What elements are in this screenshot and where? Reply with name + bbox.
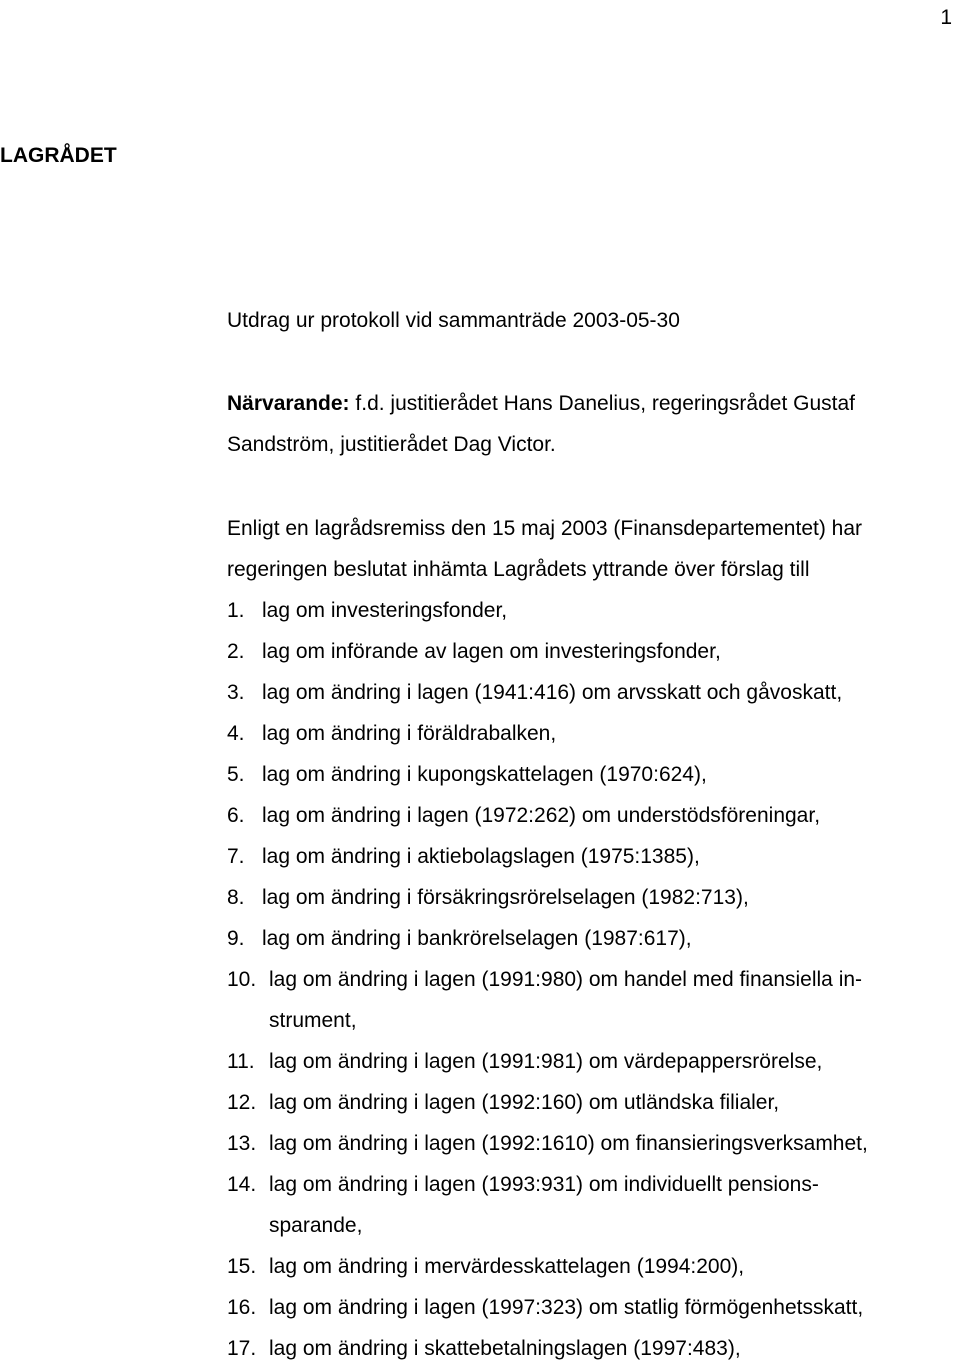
list-item-text [269, 1287, 960, 1328]
list-item-line: lag om ändring i lagen (1991:981) om värdepappersrörelse, [269, 1050, 823, 1073]
list-item-number: 5. [227, 763, 245, 786]
intro-paragraph [227, 508, 947, 590]
list-item [227, 959, 960, 1041]
list-item-line: lag om ändring i lagen (1972:262) om understödsföreningar, [262, 804, 821, 827]
list-item-line: lag om ändring i försäkringsrörelselagen (1982:713), [262, 886, 749, 909]
list-item-text [262, 631, 960, 672]
list-item-line: lag om införande av lagen om investeringsfonder, [262, 640, 721, 663]
intro-line-2: regeringen beslutat inhämta Lagrådets yttrande över förslag till [227, 558, 810, 581]
list-item [227, 1328, 960, 1365]
list-item [227, 1287, 960, 1328]
list-item-number: 14. [227, 1173, 257, 1196]
list-item [227, 713, 960, 754]
list-item-number: 10. [227, 968, 257, 991]
page-number: 1 [940, 6, 952, 29]
list-item [227, 877, 960, 918]
list-item-text [269, 1123, 960, 1164]
list-item-text [262, 713, 960, 754]
present-line-1 [227, 383, 947, 424]
list-item-text [269, 1041, 960, 1082]
list-item-number: 13. [227, 1132, 257, 1155]
list-item-text [262, 918, 960, 959]
list-item-line: lag om ändring i lagen (1991:980) om handel med finansiella in- [269, 968, 863, 991]
list-item-number: 9. [227, 927, 245, 950]
list-item-text [262, 754, 960, 795]
list-item-number: 16. [227, 1296, 257, 1319]
organization-heading: LAGRÅDET [0, 144, 117, 167]
list-item-text [262, 590, 960, 631]
protocol-line: Utdrag ur protokoll vid sammanträde 2003-05-30 [227, 309, 680, 332]
list-item [227, 672, 960, 713]
list-item-text [269, 1164, 960, 1246]
list-item-number: 8. [227, 886, 245, 909]
list-item-line: lag om ändring i aktiebolagslagen (1975:1385), [262, 845, 700, 868]
list-item-number: 15. [227, 1255, 257, 1278]
list-item-number: 4. [227, 722, 245, 745]
list-item-number: 11. [227, 1050, 255, 1073]
list-item-line: lag om ändring i lagen (1993:931) om individuellt pensions- [269, 1173, 819, 1196]
present-block [227, 383, 947, 465]
list-item-line: lag om ändring i kupongskattelagen (1970:624), [262, 763, 707, 786]
list-item-text [269, 1328, 960, 1365]
list-item-text [269, 1246, 960, 1287]
list-item-text [269, 1082, 960, 1123]
list-item [227, 836, 960, 877]
list-item-line: lag om investeringsfonder, [262, 599, 508, 622]
list-item-line: lag om ändring i skattebetalningslagen (1997:483), [269, 1337, 741, 1360]
present-names-1: f.d. justitierådet Hans Danelius, regeringsrådet Gustaf [355, 392, 855, 415]
present-names-2: Sandström, justitierådet Dag Victor. [227, 433, 556, 456]
list-item [227, 918, 960, 959]
list-item [227, 1123, 960, 1164]
list-item [227, 754, 960, 795]
list-item-text [262, 672, 960, 713]
intro-line-1: Enligt en lagrådsremiss den 15 maj 2003 (Finansdepartementet) har [227, 517, 863, 540]
list-item-number: 6. [227, 804, 245, 827]
list-item-number: 7. [227, 845, 245, 868]
list-item-line: lag om ändring i föräldrabalken, [262, 722, 557, 745]
list-item-line: lag om ändring i mervärdesskattelagen (1994:200), [269, 1255, 745, 1278]
list-item-text [262, 877, 960, 918]
list-item-line: lag om ändring i lagen (1997:323) om statlig förmögenhetsskatt, [269, 1296, 864, 1319]
list-item [227, 590, 960, 631]
list-item-number: 3. [227, 681, 245, 704]
list-item-line: lag om ändring i lagen (1941:416) om arvsskatt och gåvoskatt, [262, 681, 843, 704]
list-item [227, 1246, 960, 1287]
list-item-number: 12. [227, 1091, 257, 1114]
bill-list [227, 590, 960, 1365]
list-item-line: lag om ändring i bankrörelselagen (1987:617), [262, 927, 692, 950]
list-item-line: lag om ändring i lagen (1992:160) om utländska filialer, [269, 1091, 780, 1114]
list-item-text [262, 795, 960, 836]
list-item-number: 1. [227, 599, 245, 622]
list-item [227, 795, 960, 836]
list-item-number: 2. [227, 640, 245, 663]
list-item-text [269, 959, 960, 1041]
list-item-number: 17. [227, 1337, 257, 1360]
list-item [227, 1041, 960, 1082]
present-label: Närvarande: [227, 392, 350, 415]
list-item [227, 631, 960, 672]
list-item-continuation: strument, [269, 1009, 357, 1032]
list-item [227, 1164, 960, 1246]
list-item [227, 1082, 960, 1123]
list-item-text [262, 836, 960, 877]
list-item-line: lag om ändring i lagen (1992:1610) om finansieringsverksamhet, [269, 1132, 868, 1155]
list-item-continuation: sparande, [269, 1214, 363, 1237]
